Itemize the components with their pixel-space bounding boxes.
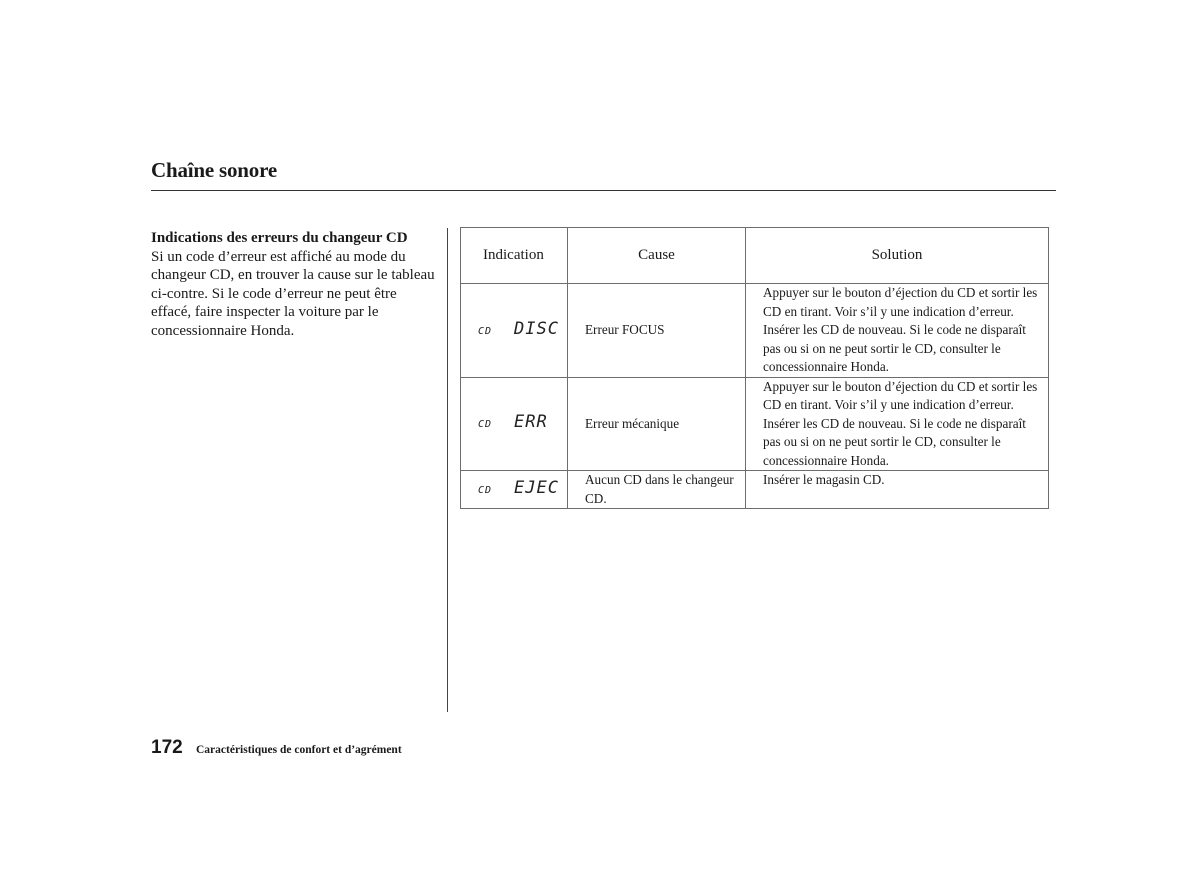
lcd-display xyxy=(478,412,548,432)
intro-heading: Indications des erreurs du changeur CD xyxy=(151,230,408,246)
header-cause: Cause xyxy=(568,228,746,284)
cause-cell: Erreur mécanique xyxy=(568,377,746,471)
lcd-prefix: CD xyxy=(478,484,493,496)
table-row xyxy=(461,284,1049,378)
intro-column xyxy=(151,229,436,340)
title-divider xyxy=(151,190,1056,191)
lcd-display xyxy=(478,318,559,339)
indication-cell xyxy=(461,471,568,509)
table-row xyxy=(461,471,1049,509)
lcd-code: ERR xyxy=(514,412,548,432)
solution-cell: Insérer le magasin CD. xyxy=(746,471,1049,509)
lcd-code: DISC xyxy=(514,318,559,339)
page-number: 172 xyxy=(151,737,183,758)
intro-body: Si un code d’erreur est affiché au mode du changeur CD, en trouver la cause sur le tableau ci-contre. Si le code d’erreur ne peut être effacé, faire inspecter la voiture par le concessionnaire Honda. xyxy=(151,248,435,339)
solution-cell: Appuyer sur le bouton d’éjection du CD et sortir les CD en tirant. Voir s’il y une indication d’erreur. Insérer les CD de nouveau. Si le code ne disparaît pas ou si on ne peut sortir le CD, consulter le concessionnaire Honda. xyxy=(746,284,1049,378)
solution-cell: Appuyer sur le bouton d’éjection du CD et sortir les CD en tirant. Voir s’il y une indication d’erreur. Insérer les CD de nouveau. Si le code ne disparaît pas ou si on ne peut sortir le CD, consulter le concessionnaire Honda. xyxy=(746,377,1049,471)
error-table xyxy=(460,227,1049,509)
column-divider xyxy=(447,228,448,712)
header-indication: Indication xyxy=(461,228,568,284)
lcd-prefix: CD xyxy=(478,325,493,337)
header-solution: Solution xyxy=(746,228,1049,284)
lcd-display xyxy=(478,477,559,498)
lcd-code: EJEC xyxy=(514,477,559,498)
section-title: Chaîne sonore xyxy=(151,158,277,182)
lcd-prefix: CD xyxy=(478,419,493,430)
table-header-row xyxy=(461,228,1049,284)
chapter-title: Caractéristiques de confort et d’agrément xyxy=(196,744,402,756)
cause-cell: Erreur FOCUS xyxy=(568,284,746,378)
indication-cell xyxy=(461,377,568,471)
indication-cell xyxy=(461,284,568,378)
table-row xyxy=(461,377,1049,471)
cause-cell: Aucun CD dans le changeur CD. xyxy=(568,471,746,509)
